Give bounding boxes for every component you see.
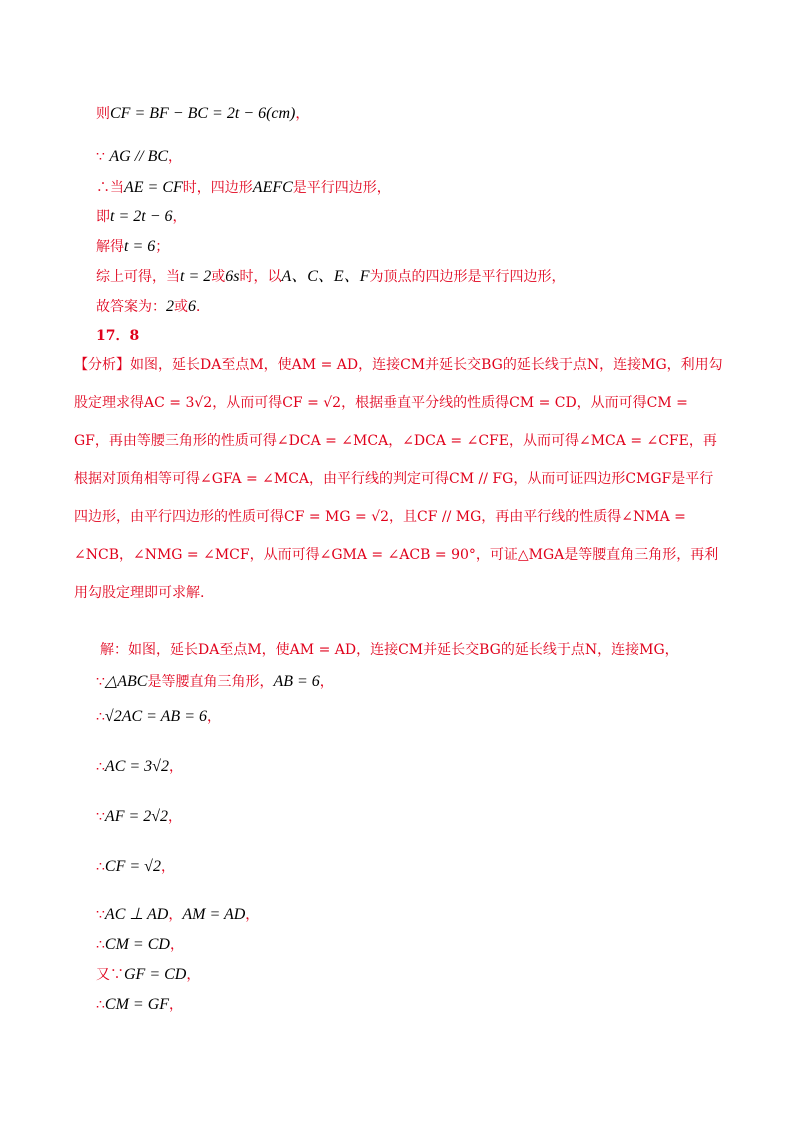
text-mid: 时，四边形 <box>182 180 253 196</box>
formula: CM = GF <box>104 996 170 1013</box>
text-prefix: 则 <box>96 106 110 122</box>
formula: AG // BC <box>109 148 169 165</box>
formula: AM = AD <box>182 906 246 923</box>
formula: 2 <box>166 298 174 315</box>
solution-line-triangle <box>96 672 334 692</box>
line-summary <box>96 267 565 287</box>
formula: t = 2t − 6 <box>110 208 173 225</box>
text-suffix: ， <box>169 997 184 1013</box>
formula: AC = 3√2 <box>104 758 169 775</box>
text-prefix: ∴当 <box>96 180 124 196</box>
formula: t = 6 <box>124 238 156 255</box>
formula: A、C、E、F <box>281 268 370 285</box>
text-suffix: ， <box>168 149 183 165</box>
line-answer <box>96 297 210 317</box>
text-suffix: ， <box>186 967 201 983</box>
text-suffix: 是平行四边形， <box>292 180 391 196</box>
formula: AEFC <box>252 179 293 196</box>
formula: AE = CF <box>124 179 183 196</box>
formula: AF = 2√2 <box>104 808 169 825</box>
text-suffix: ， <box>168 759 183 775</box>
formula: △ABC <box>104 673 148 690</box>
solution-line-sqrt2-ac <box>96 707 221 727</box>
text-suffix: 为顶点的四边形是平行四边形， <box>369 269 566 285</box>
solution-line-cm-gf <box>96 995 183 1015</box>
text-mid: 或 <box>174 299 188 315</box>
formula: t = 2 <box>180 268 212 285</box>
formula: 6 <box>188 298 196 315</box>
therefore-symbol: ∴ <box>96 759 105 775</box>
formula: 6s <box>225 268 240 285</box>
line-ag-parallel-bc <box>96 147 182 167</box>
formula: CF = √2 <box>104 858 161 875</box>
text-suffix: ． <box>196 299 210 315</box>
text-suffix: ， <box>172 209 187 225</box>
text-suffix: ， <box>319 674 334 690</box>
text-suffix: ， <box>295 106 310 122</box>
therefore-symbol: ∴ <box>96 997 105 1013</box>
question-17-answer: 17．8 <box>96 328 140 344</box>
text-prefix: 又∵ <box>96 967 124 983</box>
solution-line-cf <box>96 857 175 877</box>
line-equation <box>96 207 186 227</box>
formula: AC ⊥ AD <box>104 906 169 923</box>
text-prefix: 故答案为： <box>96 299 166 315</box>
text-mid: 是等腰直角三角形， <box>147 674 274 690</box>
text-suffix: ， <box>168 809 183 825</box>
text-suffix: ， <box>245 907 260 923</box>
solution-line-perpendicular <box>96 905 259 925</box>
formula: CF = BF − BC = 2t − 6(cm) <box>110 105 296 122</box>
therefore-symbol: ∴ <box>96 937 105 953</box>
formula: GF = CD <box>124 966 187 983</box>
text-prefix: 解得 <box>96 239 124 255</box>
therefore-symbol: ∴ <box>96 859 105 875</box>
because-symbol: ∵ <box>96 809 105 825</box>
formula: CM = CD <box>104 936 170 953</box>
line-cf-expression <box>96 104 309 124</box>
solution-line-af <box>96 807 182 827</box>
text-suffix: ， <box>169 937 184 953</box>
solution-line-ac <box>96 757 183 777</box>
therefore-symbol: ∴ <box>96 709 105 725</box>
text-prefix: 即 <box>96 209 110 225</box>
solution-line-cm-cd <box>96 935 184 955</box>
formula: √2AC = AB = 6 <box>104 708 207 725</box>
text-mid: 或 <box>211 269 226 285</box>
text-suffix: ； <box>155 239 170 255</box>
text-suffix: ， <box>160 859 175 875</box>
text-mid: 时，以 <box>239 269 282 285</box>
solution-line-gf-cd <box>96 965 200 985</box>
formula: AB = 6 <box>273 673 320 690</box>
line-parallelogram-condition <box>96 178 391 198</box>
solution-intro: 解：如图，延长DA至点M，使AM = AD，连接CM并延长交BG的延长线于点N，连接MG， <box>100 642 679 658</box>
text-prefix: 综上可得，当 <box>96 269 180 285</box>
because-symbol: ∵ <box>96 907 105 923</box>
because-symbol: ∵ <box>96 149 110 165</box>
text-suffix: ， <box>207 709 221 725</box>
line-solution-t <box>96 237 169 257</box>
because-symbol: ∵ <box>96 674 105 690</box>
text-mid: ， <box>168 907 183 923</box>
analysis-paragraph: 【分析】如图，延长DA至点M，使AM = AD，连接CM并延长交BG的延长线于点N，连接MG，利用勾股定理求得AC = 3√2，从而可得CF = √2，根据垂直平分线的性质得CM = CD，从而可得CM = GF，再由等腰三角形的性质可得∠DCA = ∠MCA，∠DCA = ∠CFE，从而可得∠MCA = ∠CFE，再根据对顶角相等可得∠GFA = ∠MCA，由平行线的判定可得CM // FG，从而可证四边形CMGF是平行四边形，由平行四边形的性质可得CF = MG = √2，且CF // MG，再由平行线的性质得∠NMA = ∠NCB，∠NMG = ∠MCF，从而可得∠GMA = ∠ACB = 90°，可证△MGA是等腰直角三角形，再利用勾股定理即可求解. <box>74 357 723 601</box>
